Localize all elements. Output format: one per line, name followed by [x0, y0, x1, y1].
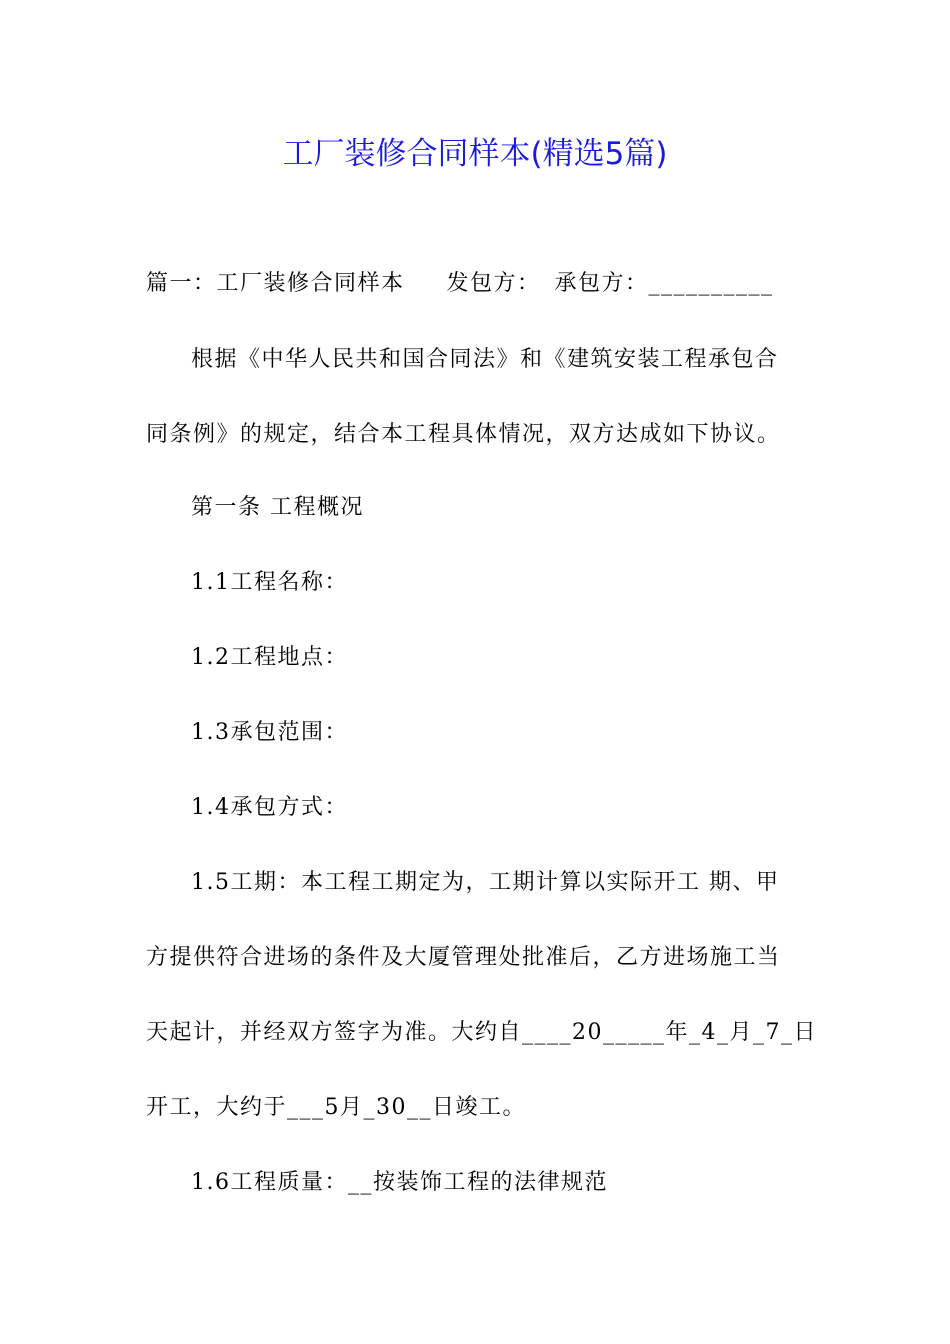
document-title: 工厂装修合同样本(精选5篇)	[282, 136, 668, 172]
clause-1-1: 1.1工程名称：	[191, 570, 348, 595]
clause-1-5-line-1: 1.5工期：本工程工期定为，工期计算以实际开工 期、甲	[191, 870, 780, 895]
part-label: 篇一：工厂装修合同样本	[146, 271, 405, 296]
clause-1-5-line-3: 天起计，并经双方签字为准。大约自____20_____年_4_月_7_日	[146, 1020, 817, 1045]
employer-label: 发包方：	[446, 271, 541, 296]
heading-line	[146, 266, 774, 302]
article-1-title: 第一条 工程概况	[191, 495, 364, 520]
clause-1-5-line-2: 方提供符合进场的条件及大厦管理处批准后，乙方进场施工当	[146, 945, 781, 970]
clause-1-3: 1.3承包范围：	[191, 720, 348, 745]
intro-line-2: 同条例》的规定，结合本工程具体情况，双方达成如下协议。	[146, 422, 781, 447]
intro-line-1: 根据《中华人民共和国合同法》和《建筑安装工程承包合	[191, 347, 779, 372]
clause-1-6: 1.6工程质量：__按装饰工程的法律规范	[191, 1170, 608, 1195]
clause-1-2: 1.2工程地点：	[191, 645, 348, 670]
clause-1-5-line-4: 开工，大约于___5月_30__日竣工。	[146, 1095, 526, 1120]
clause-1-4: 1.4承包方式：	[191, 795, 348, 820]
contractor-label: 承包方：__________	[554, 271, 774, 296]
